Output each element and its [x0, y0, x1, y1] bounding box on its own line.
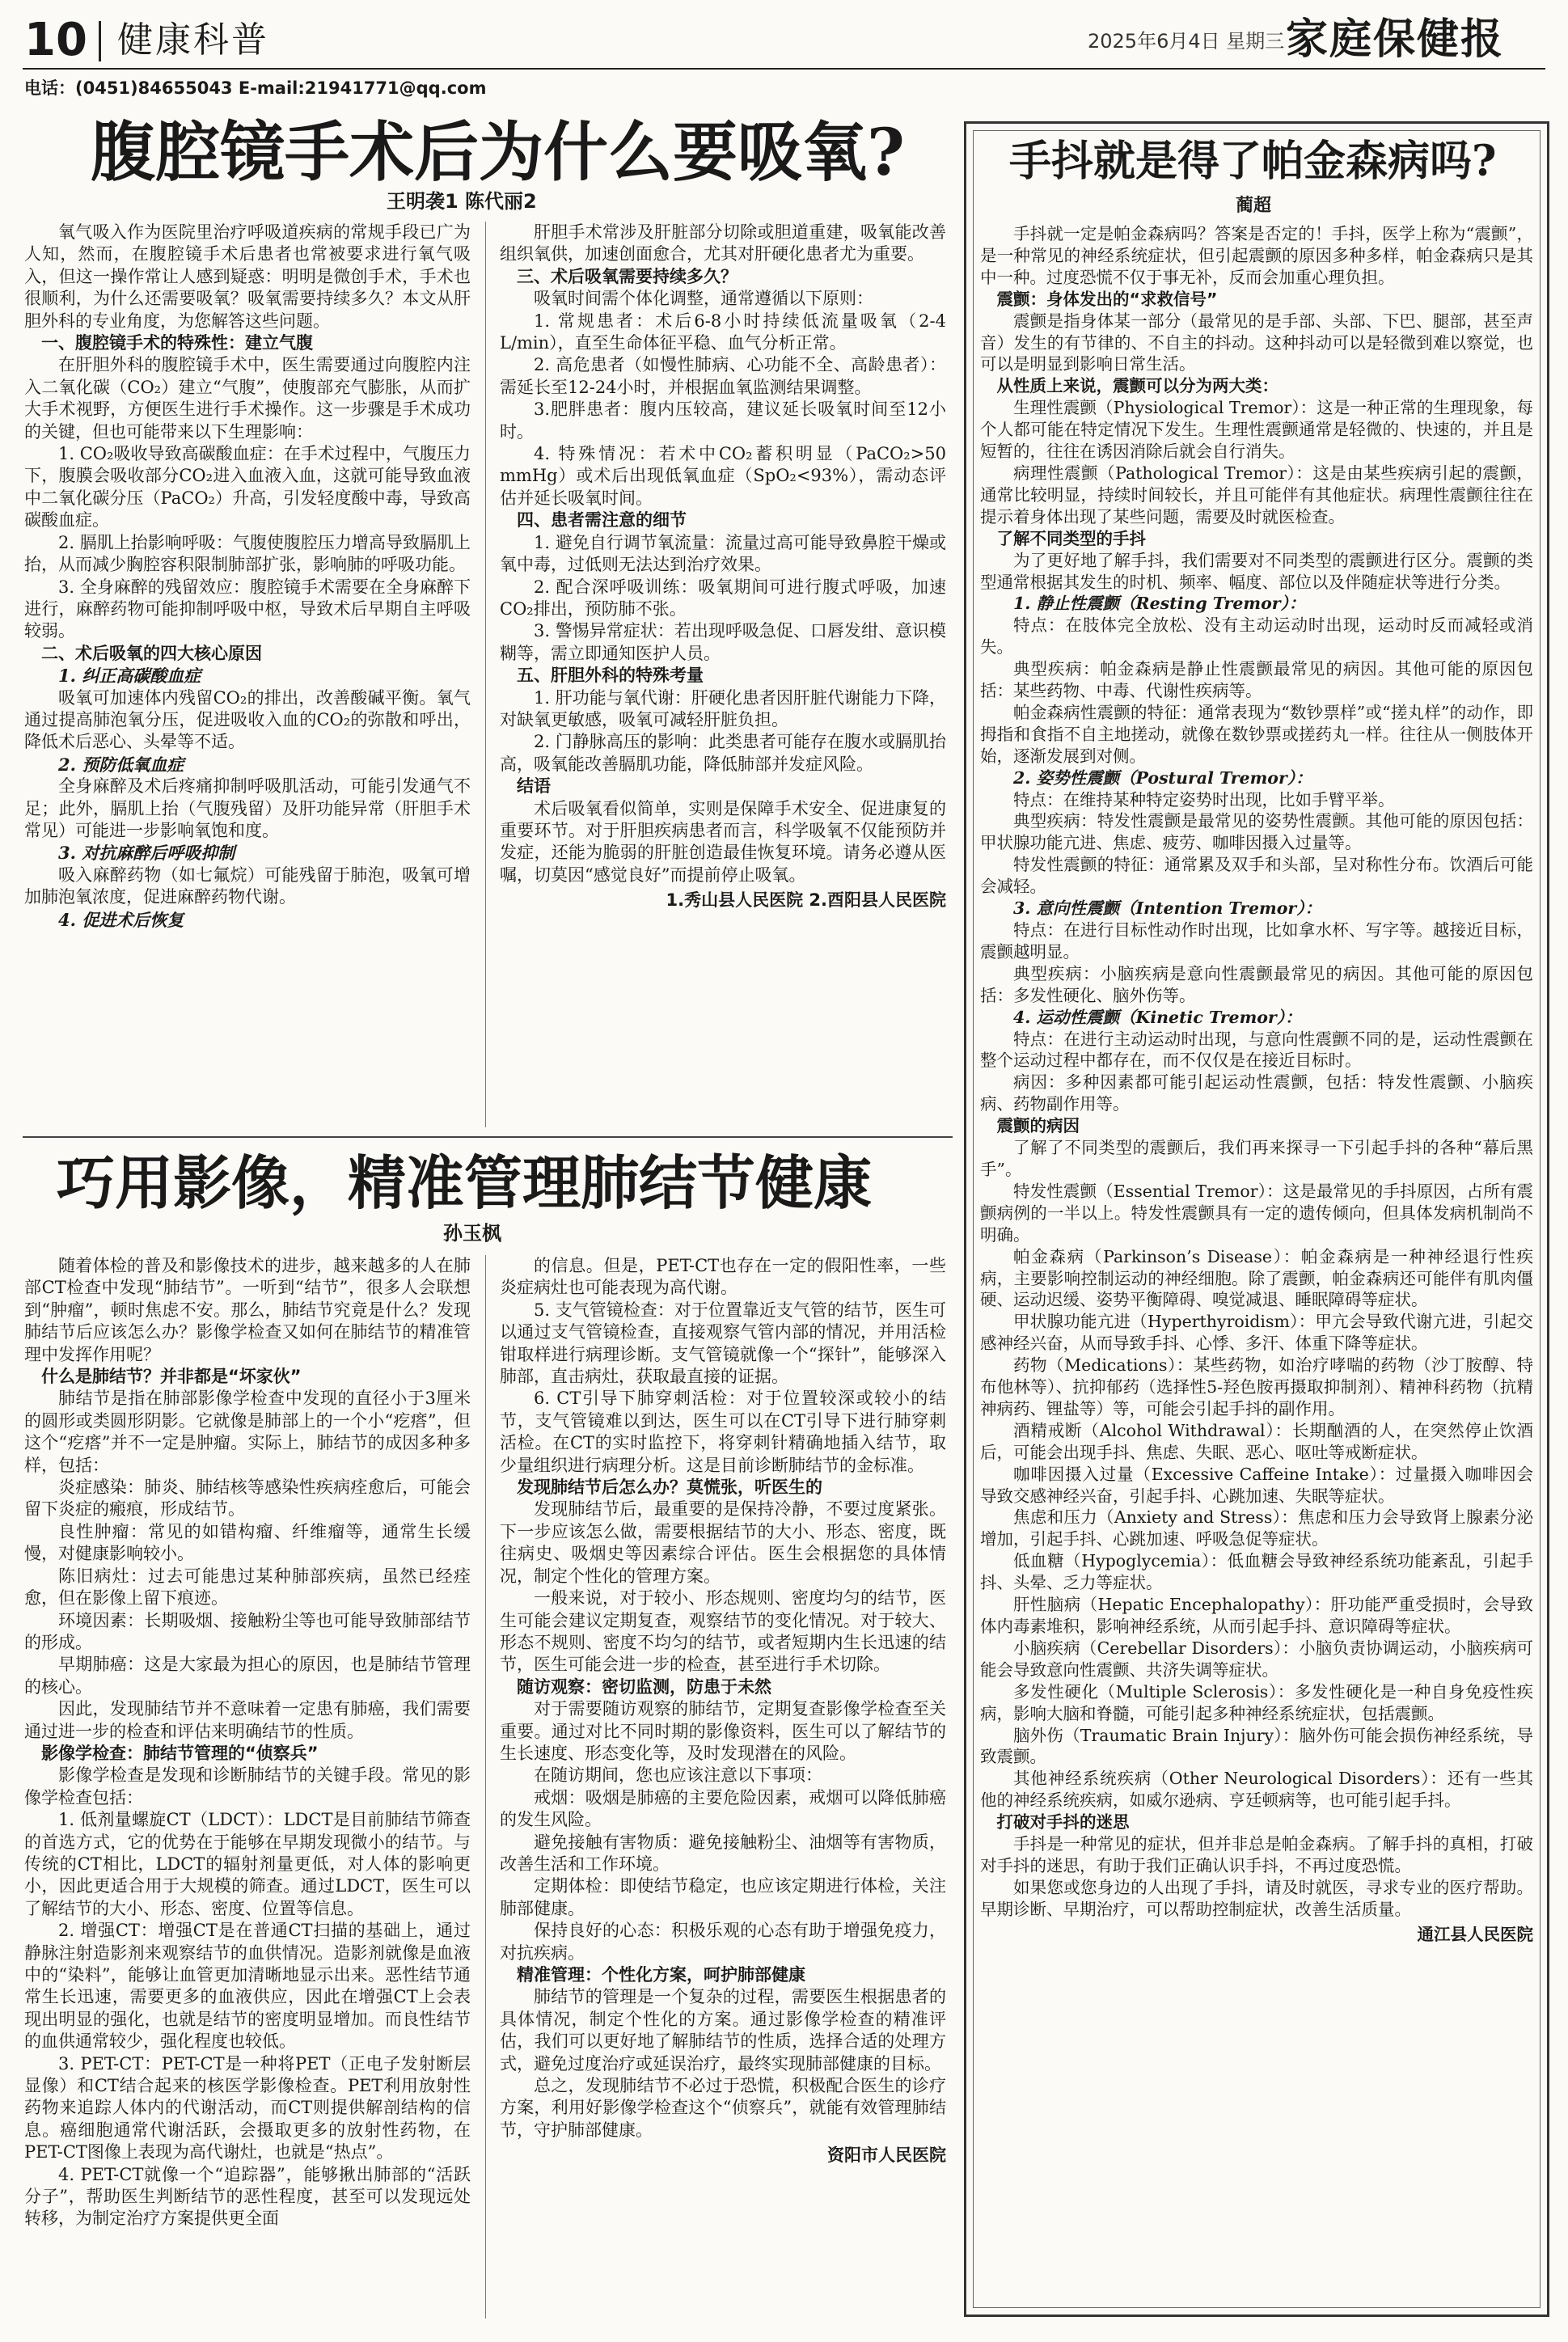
- body-paragraph: 特点：在肢体完全放松、没有主动运动时出现，运动时反而减轻或消失。: [980, 615, 1533, 657]
- newspaper-masthead: 家庭保健报: [1286, 15, 1505, 64]
- body-paragraph: 酒精戒断（Alcohol Withdrawal）：长期酗酒的人，在突然停止饮酒后，可能会出现手抖、焦虑、失眠、恶心、呕吐等戒断症状。: [980, 1420, 1533, 1462]
- column-divider: [485, 1255, 486, 2319]
- section-heading: 随访观察：密切监测，防患于未然: [517, 1676, 771, 1697]
- section-heading: 影像学检查：肺结节管理的“侦察兵”: [41, 1743, 319, 1763]
- section-heading: 什么是肺结节？并非都是“坏家伙”: [41, 1367, 302, 1387]
- body-paragraph: 其他神经系统疾病（Other Neurological Disorders）：还有一些其他的神经系统疾病，如威尔逊病、亨廷顿病等，也可能引起手抖。: [980, 1769, 1533, 1811]
- body-paragraph: 肺结节的管理是一个复杂的过程，需要医生根据患者的具体情况，制定个性化的方案。通过影像学检查的精准评估，我们可以更好地了解肺结节的性质，选择合适的处理方式，避免过度治疗或延误治疗，最终实现肺部健康的目标。: [500, 1987, 946, 2074]
- body-paragraph: 2. 配合深呼吸训练：吸氧期间可进行腹式呼吸，加速CO₂排出，预防肺不张。: [500, 577, 946, 619]
- section-heading: 一、腹腔镜手术的特殊性：建立气腹: [41, 333, 313, 353]
- body-paragraph: 吸氧时间需个体化调整，通常遵循以下原则：: [534, 289, 873, 309]
- sidebar-byline: 蔺超: [1236, 196, 1272, 216]
- body-paragraph: 1. 常规患者：术后6-8小时持续低流量吸氧（2-4 L/min），直至生命体征平稳、血气分析正常。: [500, 311, 946, 353]
- section-heading: 震颤的病因: [996, 1116, 1080, 1136]
- body-paragraph: 全身麻醉及术后疼痛抑制呼吸肌活动，可能引发通气不足；此外，膈肌上抬（气腹残留）及肝功能异常（肝胆手术常见）可能进一步影响氧饱和度。: [24, 776, 471, 840]
- subsection-heading: 4. 促进术后恢复: [58, 909, 184, 930]
- body-paragraph: 咖啡因摄入过量（Excessive Caffeine Intake）：过量摄入咖啡因会导致交感神经兴奋，引起手抖、心跳加速、失眠等症状。: [980, 1464, 1533, 1506]
- sidebar-title: 手抖就是得了帕金森病吗?: [1009, 137, 1497, 186]
- author-affiliation: 通江县人民医院: [1417, 1924, 1533, 1944]
- body-paragraph: 在肝胆外科的腹腔镜手术中，医生需要通过向腹腔内注入二氧化碳（CO₂）建立“气腹”，使腹部充气膨胀，从而扩大手术视野，方便医生进行手术操作。这一步骤是手术成功的关键，但也可能带来以下生理影响：: [24, 355, 471, 442]
- body-paragraph: 术后吸氧看似简单，实则是保障手术安全、促进康复的重要环节。对于肝胆疾病患者而言，科学吸氧不仅能预防并发症，还能为脆弱的肝脏创造最佳恢复环境。请务必遵从医嘱，切莫因“感觉良好”而提前停止吸氧。: [500, 798, 946, 885]
- article1-column-1: [24, 222, 471, 1127]
- section-heading: 了解不同类型的手抖: [996, 528, 1146, 548]
- body-paragraph: 保持良好的心态：积极乐观的心态有助于增强免疫力，对抗疾病。: [500, 1921, 946, 1963]
- section-heading: 从性质上来说，震颤可以分为两大类：: [996, 376, 1278, 396]
- body-paragraph: 1. 低剂量螺旋CT（LDCT）：LDCT是目前肺结节筛查的首选方式，它的优势在于能够在早期发现微小的结节。与传统的CT相比，LDCT的辐射剂量更低，对人体的影响更小，因此更适合用于大规模的筛查。通过LDCT，医生可以了解结节的大小、形态、密度、位置等信息。: [24, 1810, 471, 1918]
- body-paragraph: 一般来说，对于较小、形态规则、密度均匀的结节，医生可能会建议定期复查，观察结节的变化情况。对于较大、形态不规则、密度不均匀的结节，或者短期内生长迅速的结节，医生可能会进一步的检查，甚至进行手术切除。: [500, 1588, 946, 1675]
- section-heading: 三、术后吸氧需要持续多久？: [517, 266, 738, 286]
- body-paragraph: 低血糖（Hypoglycemia）：低血糖会导致神经系统功能紊乱，引起手抖、头晕、乏力等症状。: [980, 1551, 1533, 1593]
- article2-title: 巧用影像，精准管理肺结节健康: [57, 1148, 873, 1217]
- body-paragraph: 2. 高危患者（如慢性肺病、心功能不全、高龄患者）：需延长至12-24小时，并根据血氧监测结果调整。: [500, 355, 946, 397]
- body-paragraph: 特点：在进行主动运动时出现，与意向性震颤不同的是，运动性震颤在整个运动过程中都存在，而不仅仅是在接近目标时。: [980, 1029, 1533, 1071]
- body-paragraph: 病因：多种因素都可能引起运动性震颤，包括：特发性震颤、小脑疾病、药物副作用等。: [980, 1072, 1533, 1114]
- body-paragraph: 焦虑和压力（Anxiety and Stress）：焦虑和压力会导致肾上腺素分泌增加，引起手抖、心跳加速、呼吸急促等症状。: [980, 1507, 1533, 1549]
- body-paragraph: 2. 增强CT：增强CT是在普通CT扫描的基础上，通过静脉注射造影剂来观察结节的血供情况。造影剂就像是血液中的“染料”，能够让血管更加清晰地显示出来。恶性结节通常生长迅速，需要更多的血液供应，因此在增强CT上会表现出明显的强化，也就是结节的密度明显增加。而良性结节的血供通常较少，强化程度也较低。: [24, 1921, 471, 2052]
- body-paragraph: 良性肿瘤：常见的如错构瘤、纤维瘤等，通常生长缓慢，对健康影响较小。: [24, 1521, 471, 1564]
- body-paragraph: 药物（Medications）：某些药物，如治疗哮喘的药物（沙丁胺醇、特布他林等）、抗抑郁药（选择性5-羟色胺再摄取抑制剂）、精神科药物（抗精神病药、锂盐等）等，可能会引起手抖的副作用。: [980, 1355, 1533, 1418]
- body-paragraph: 4. PET-CT就像一个“追踪器”，能够揪出肺部的“活跃分子”，帮助医生判断结节的恶性程度，甚至可以发现远处转移，为制定治疗方案提供更全面: [24, 2164, 471, 2229]
- column-divider: [485, 222, 486, 1127]
- section-heading: 二、术后吸氧的四大核心原因: [41, 643, 262, 663]
- body-paragraph: 为了更好地了解手抖，我们需要对不同类型的震颤进行区分。震颤的类型通常根据其发生的时机、频率、幅度、部位以及伴随症状等进行分类。: [980, 550, 1533, 592]
- body-paragraph: 生理性震颤（Physiological Tremor）：这是一种正常的生理现象，每个人都可能在特定情况下发生。生理性震颤通常是轻微的、快速的，并且是短暂的，往往在诱因消除后就会自行消失。: [980, 398, 1533, 462]
- body-paragraph: 脑外伤（Traumatic Brain Injury）：脑外伤可能会损伤神经系统，导致震颤。: [980, 1725, 1533, 1767]
- body-paragraph: 肺结节是指在肺部影像学检查中发现的直径小于3厘米的圆形或类圆形阴影。它就像是肺部上的一个小“疙瘩”，但这个“疙瘩”并不一定是肿瘤。实际上，肺结节的成因多种多样，包括：: [24, 1389, 471, 1475]
- body-paragraph: 吸入麻醉药物（如七氟烷）可能残留于肺泡，吸氧可增加肺泡氧浓度，促进麻醉药物代谢。: [24, 865, 471, 907]
- body-paragraph: 因此，发现肺结节并不意味着一定患有肺癌，我们需要通过进一步的检查和评估来明确结节的性质。: [24, 1699, 471, 1741]
- article-separator: [23, 1136, 953, 1138]
- body-paragraph: 早期肺癌：这是大家最为担心的原因，也是肺结节管理的核心。: [24, 1655, 471, 1697]
- body-paragraph: 环境因素：长期吸烟、接触粉尘等也可能导致肺部结节的形成。: [24, 1610, 471, 1652]
- header-separator: [99, 21, 101, 61]
- page-number: 10: [24, 14, 87, 66]
- body-paragraph: 1. 避免自行调节氧流量：流量过高可能导致鼻腔干燥或氧中毒，过低则无法达到治疗效果。: [500, 532, 946, 575]
- body-paragraph: 病理性震颤（Pathological Tremor）：这是由某些疾病引起的震颤，通常比较明显，持续时间较长，并且可能伴有其他症状。病理性震颤往往在提示着身体出现了某些问题，需要及时就医检查。: [980, 463, 1533, 526]
- body-paragraph: 5. 支气管镜检查：对于位置靠近支气管的结节，医生可以通过支气管镜检查，直接观察气管内部的情况，并用活检钳取样进行病理诊断。支气管镜就像一个“探针”，能够深入肺部，直击病灶，获取最直接的证据。: [500, 1300, 946, 1387]
- body-paragraph: 甲状腺功能亢进（Hyperthyroidism）：甲亢会导致代谢亢进，引起交感神经兴奋，从而导致手抖、心悸、多汗、体重下降等症状。: [980, 1312, 1533, 1354]
- body-paragraph: 3. 警惕异常症状：若出现呼吸急促、口唇发绀、意识模糊等，需立即通知医护人员。: [500, 621, 946, 663]
- body-paragraph: 戒烟：吸烟是肺癌的主要危险因素，戒烟可以降低肺癌的发生风险。: [500, 1787, 946, 1830]
- subsection-heading: 2. 姿势性震颤（Postural Tremor）：: [1013, 767, 1312, 788]
- body-paragraph: 1. CO₂吸收导致高碳酸血症：在手术过程中，气腹压力下，腹膜会吸收部分CO₂进入血液入血，这就可能导致血液中二氧化碳分压（PaCO₂）升高，引发轻度酸中毒，导致高碳酸血症。: [24, 444, 471, 531]
- body-paragraph: 总之，发现肺结节不必过于恐慌，积极配合医生的诊疗方案，利用好影像学检查这个“侦察兵”，就能有效管理肺结节，守护肺部健康。: [500, 2076, 946, 2140]
- body-paragraph: 1. 肝功能与氧代谢：肝硬化患者因肝脏代谢能力下降，对缺氧更敏感，吸氧可减轻肝脏负担。: [500, 687, 946, 729]
- body-paragraph: 手抖就一定是帕金森病吗？答案是否定的！手抖，医学上称为“震颤”，是一种常见的神经系统症状，但引起震颤的原因多种多样，帕金森病只是其中一种。过度恐慌不仅于事无补，反而会加重心理负担。: [980, 224, 1533, 287]
- body-paragraph: 如果您或您身边的人出现了手抖，请及时就医，寻求专业的医疗帮助。早期诊断、早期治疗，可以帮助控制症状，改善生活质量。: [980, 1877, 1533, 1919]
- section-heading: 精准管理：个性化方案，呵护肺部健康: [517, 1965, 805, 1985]
- body-paragraph: 肝性脑病（Hepatic Encephalopathy）：肝功能严重受损时，会导致体内毒素堆积，影响神经系统，从而引起手抖、意识障碍等症状。: [980, 1595, 1533, 1636]
- body-paragraph: 了解了不同类型的震颤后，我们再来探寻一下引起手抖的各种“幕后黑手”。: [980, 1138, 1533, 1179]
- section-heading: 发现肺结节后怎么办？莫慌张，听医生的: [517, 1477, 822, 1498]
- article1-column-2: [500, 222, 946, 1127]
- article1-title: 腹腔镜手术后为什么要吸氧?: [91, 114, 905, 190]
- article1-byline: 王明袭1 陈代丽2: [387, 190, 537, 213]
- body-paragraph: 氧气吸入作为医院里治疗呼吸道疾病的常规手段已广为人知，然而，在腹腔镜手术后患者也常被要求进行氧气吸入，但这一操作常让人感到疑惑：明明是微创手术，手术也很顺利，为什么还需要吸氧？吸氧需要持续多久？本文从肝胆外科的专业角度，为您解答这些问题。: [24, 222, 471, 331]
- article2-column-2: [500, 1255, 946, 2319]
- subsection-heading: 1. 静止性震颤（Resting Tremor）：: [1013, 594, 1306, 614]
- body-paragraph: 4. 特殊情况：若术中CO₂蓄积明显（PaCO₂>50 mmHg）或术后出现低氧血症（SpO₂<93%），需动态评估并延长吸氧时间。: [500, 444, 946, 508]
- section-heading: 五、肝胆外科的特殊考量: [517, 666, 704, 686]
- body-paragraph: 2. 门静脉高压的影响：此类患者可能存在腹水或膈肌抬高，吸氧能改善膈肌功能，降低肺部并发症风险。: [500, 732, 946, 774]
- body-paragraph: 2. 膈肌上抬影响呼吸：气腹使腹腔压力增高导致膈肌上抬，从而减少胸腔容积限制肺部扩张，影响肺的呼吸功能。: [24, 532, 471, 575]
- body-paragraph: 小脑疾病（Cerebellar Disorders）：小脑负责协调运动，小脑疾病可能会导致意向性震颤、共济失调等症状。: [980, 1638, 1533, 1680]
- sidebar-column: [980, 223, 1533, 2305]
- body-paragraph: 典型疾病：帕金森病是静止性震颤最常见的病因。其他可能的原因包括：某些药物、中毒、代谢性疾病等。: [980, 659, 1533, 701]
- section-name: 健康科普: [117, 19, 269, 61]
- article2-byline: 孙玉枫: [443, 1222, 501, 1245]
- body-paragraph: 3. PET-CT：PET-CT是一种将PET（正电子发射断层显像）和CT结合起来的核医学影像检查。PET利用放射性药物来追踪人体内的代谢活动，而CT则提供解剖结构的信息。癌细胞通常代谢活跃，会摄取更多的放射性药物，在PET-CT图像上表现为高代谢灶，也就是“热点”。: [24, 2053, 471, 2162]
- header-rule: [23, 68, 1545, 70]
- body-paragraph: 特点：在维持某种特定姿势时出现，比如手臂平举。: [1013, 789, 1395, 810]
- body-paragraph: 6. CT引导下肺穿刺活检：对于位置较深或较小的结节，支气管镜难以到达，医生可以在CT引导下进行肺穿刺活检。在CT的实时监控下，将穿刺针精确地插入结节，取少量组织进行病理分析。这是目前诊断肺结节的金标准。: [500, 1389, 946, 1475]
- body-paragraph: 的信息。但是，PET-CT也存在一定的假阳性率，一些炎症病灶也可能表现为高代谢。: [500, 1256, 946, 1298]
- author-affiliation: 资阳市人民医院: [827, 2145, 946, 2166]
- body-paragraph: 影像学检查是发现和诊断肺结节的关键手段。常见的影像学检查包括：: [24, 1765, 471, 1807]
- contact-line: 电话：(0451)84655043 E-mail:21941771@qq.com: [24, 78, 487, 98]
- issue-date: 2025年6月4日 星期三: [1088, 30, 1285, 53]
- body-paragraph: 发现肺结节后，最重要的是保持冷静，不要过度紧张。下一步应该怎么做，需要根据结节的大小、形态、密度，既往病史、吸烟史等因素综合评估。医生会根据您的具体情况，制定个性化的管理方案。: [500, 1499, 946, 1586]
- body-paragraph: 3.肥胖患者：腹内压较高，建议延长吸氧时间至12小时。: [500, 399, 946, 442]
- body-paragraph: 吸氧可加速体内残留CO₂的排出，改善酸碱平衡。氧气通过提高肺泡氧分压，促进吸收入血的CO₂的弥散和呼出，降低术后恶心、头晕等不适。: [24, 687, 471, 752]
- subsection-heading: 4. 运动性震颤（Kinetic Tremor）：: [1013, 1007, 1302, 1027]
- body-paragraph: 多发性硬化（Multiple Sclerosis）：多发性硬化是一种自身免疫性疾病，影响大脑和脊髓，可能引起多种神经系统症状，包括震颤。: [980, 1681, 1533, 1723]
- body-paragraph: 帕金森病（Parkinson’s Disease）：帕金森病是一种神经退行性疾病，主要影响控制运动的神经细胞。除了震颤，帕金森病还可能伴有肌肉僵硬、运动迟缓、姿势平衡障碍、嗅觉减退、睡眠障碍等症状。: [980, 1246, 1533, 1310]
- body-paragraph: 手抖是一种常见的症状，但并非总是帕金森病。了解手抖的真相，打破对手抖的迷思，有助于我们正确认识手抖，不再过度恐慌。: [980, 1834, 1533, 1875]
- body-paragraph: 避免接触有害物质：避免接触粉尘、油烟等有害物质，改善生活和工作环境。: [500, 1832, 946, 1874]
- body-paragraph: 3. 全身麻醉的残留效应：腹腔镜手术需要在全身麻醉下进行，麻醉药物可能抑制呼吸中枢，导致术后早期自主呼吸较弱。: [24, 577, 471, 641]
- author-affiliation: 1.秀山县人民医院 2.酉阳县人民医院: [666, 890, 946, 911]
- subsection-heading: 2. 预防低氧血症: [58, 754, 184, 775]
- section-heading: 四、患者需注意的细节: [517, 510, 687, 531]
- body-paragraph: 典型疾病：特发性震颤是最常见的姿势性震颤。其他可能的原因包括：甲状腺功能亢进、焦虑、疲劳、咖啡因摄入过量等。: [980, 811, 1533, 853]
- body-paragraph: 炎症感染：肺炎、肺结核等感染性疾病痊愈后，可能会留下炎症的瘢痕，形成结节。: [24, 1477, 471, 1520]
- body-paragraph: 陈旧病灶：过去可能患过某种肺部疾病，虽然已经痊愈，但在影像上留下痕迹。: [24, 1566, 471, 1609]
- body-paragraph: 典型疾病：小脑疾病是意向性震颤最常见的病因。其他可能的原因包括：多发性硬化、脑外伤等。: [980, 963, 1533, 1005]
- body-paragraph: 随着体检的普及和影像技术的进步，越来越多的人在肺部CT检查中发现“肺结节”。一听到“结节”，很多人会联想到“肿瘤”，顿时焦虑不安。那么，肺结节究竟是什么？发现肺结节后应该怎么办？影像学检查又如何在肺结节的精准管理中发挥作用呢？: [24, 1256, 471, 1364]
- body-paragraph: 特发性震颤（Essential Tremor）：这是最常见的手抖原因，占所有震颤病例的一半以上。特发性震颤具有一定的遗传倾向，但具体发病机制尚不明确。: [980, 1181, 1533, 1245]
- article2-column-1: [24, 1255, 471, 2319]
- body-paragraph: 在随访期间，您也应该注意以下事项：: [534, 1765, 822, 1786]
- body-paragraph: 帕金森病性震颤的特征：通常表现为“数钞票样”或“搓丸样”的动作，即拇指和食指不自主地搓动，就像在数钞票或搓药丸一样。往往从一侧肢体开始，逐渐发展到对侧。: [980, 702, 1533, 766]
- subsection-heading: 3. 意向性震颤（Intention Tremor）：: [1013, 898, 1321, 919]
- subsection-heading: 1. 纠正高碳酸血症: [58, 666, 201, 687]
- subsection-heading: 3. 对抗麻醉后呼吸抑制: [58, 843, 235, 864]
- body-paragraph: 特点：在进行目标性动作时出现，比如拿水杯、写字等。越接近目标，震颤越明显。: [980, 920, 1533, 962]
- body-paragraph: 震颤是指身体某一部分（最常见的是手部、头部、下巴、腿部，甚至声音）发生的有节律的、不自主的抖动。这种抖动可以是轻微到难以察觉，也可以是明显到影响日常生活。: [980, 311, 1533, 374]
- section-heading: 打破对手抖的迷思: [996, 1812, 1130, 1833]
- body-paragraph: 定期体检：即使结节稳定，也应该定期进行体检，关注肺部健康。: [500, 1876, 946, 1918]
- body-paragraph: 对于需要随访观察的肺结节，定期复查影像学检查至关重要。通过对比不同时期的影像资料，医生可以了解结节的生长速度、形态变化等，及时发现潜在的风险。: [500, 1699, 946, 1763]
- body-paragraph: 特发性震颤的特征：通常累及双手和头部，呈对称性分布。饮酒后可能会减轻。: [980, 855, 1533, 897]
- body-paragraph: 肝胆手术常涉及肝脏部分切除或胆道重建，吸氧能改善组织氧供，加速创面愈合，尤其对肝硬化患者尤为重要。: [500, 222, 946, 264]
- section-heading: 结语: [517, 776, 551, 797]
- section-heading: 震颤：身体发出的“求救信号”: [996, 289, 1218, 309]
